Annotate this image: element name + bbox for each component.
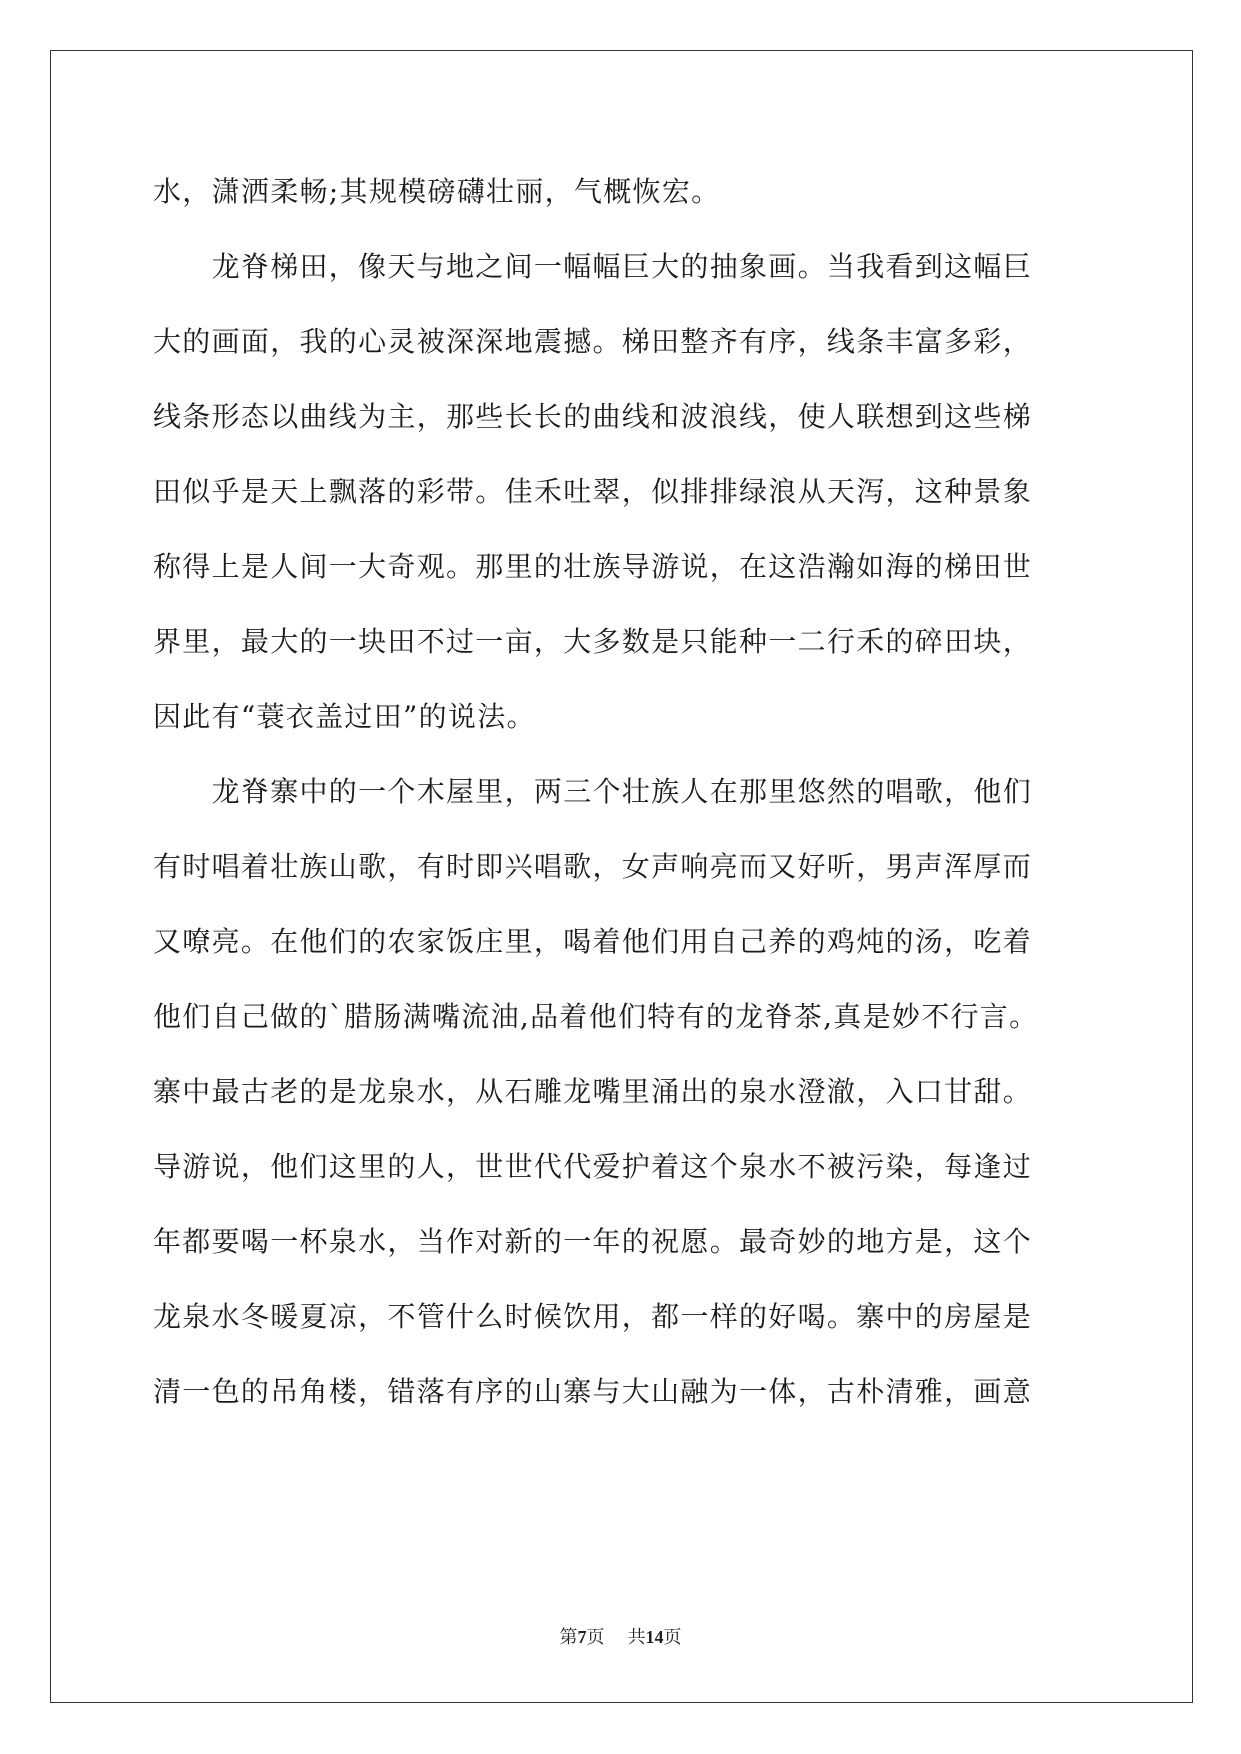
text-line: 称得上是人间一大奇观。那里的壮族导游说，在这浩瀚如海的梯田世 [153, 550, 1033, 583]
text-line: 清一色的吊角楼，错落有序的山寨与大山融为一体，古朴清雅，画意 [153, 1375, 1033, 1408]
text-line: 导游说，他们这里的人，世世代代爱护着这个泉水不被污染，每逢过 [153, 1150, 1033, 1183]
text-line: 因此有“蓑衣盖过田”的说法。 [153, 700, 536, 733]
page-prefix: 第 [559, 1627, 578, 1647]
document-body [153, 160, 1088, 1435]
page-current: 7 [577, 1627, 587, 1647]
text-line: 龙脊梯田，像天与地之间一幅幅巨大的抽象画。当我看到这幅巨 [153, 250, 1033, 283]
text-line: 寨中最古老的是龙泉水，从石雕龙嘴里涌出的泉水澄澈，入口甘甜。 [153, 1075, 1033, 1108]
text-line: 龙脊寨中的一个木屋里，两三个壮族人在那里悠然的唱歌，他们 [153, 775, 1033, 808]
total-suffix: 页 [663, 1627, 682, 1647]
page-suffix: 页 [586, 1627, 605, 1647]
text-line: 线条形态以曲线为主，那些长长的曲线和波浪线，使人联想到这些梯 [153, 400, 1033, 433]
text-line: 又嘹亮。在他们的农家饭庄里，喝着他们用自己养的鸡炖的汤，吃着 [153, 925, 1033, 958]
text-line: 龙泉水冬暖夏凉，不管什么时候饮用，都一样的好喝。寨中的房屋是 [153, 1300, 1033, 1333]
text-line: 田似乎是天上飘落的彩带。佳禾吐翠，似排排绿浪从天泻，这种景象 [153, 475, 1033, 508]
text-line: 他们自己做的`腊肠满嘴流油,品着他们特有的龙脊茶,真是妙不行言。 [153, 1000, 1039, 1033]
text-line: 水，潇洒柔畅;其规模磅礴壮丽，气概恢宏。 [153, 175, 721, 208]
text-line: 大的画面，我的心灵被深深地震撼。梯田整齐有序，线条丰富多彩， [153, 325, 1033, 358]
text-line: 有时唱着壮族山歌，有时即兴唱歌，女声响亮而又好听，男声浑厚而 [153, 850, 1033, 883]
total-prefix: 共 [627, 1627, 646, 1647]
text-line: 年都要喝一杯泉水，当作对新的一年的祝愿。最奇妙的地方是，这个 [153, 1225, 1033, 1258]
text-line: 界里，最大的一块田不过一亩，大多数是只能种一二行禾的碎田块， [153, 625, 1033, 658]
page-footer [0, 1623, 1241, 1649]
page-total: 14 [645, 1627, 664, 1647]
